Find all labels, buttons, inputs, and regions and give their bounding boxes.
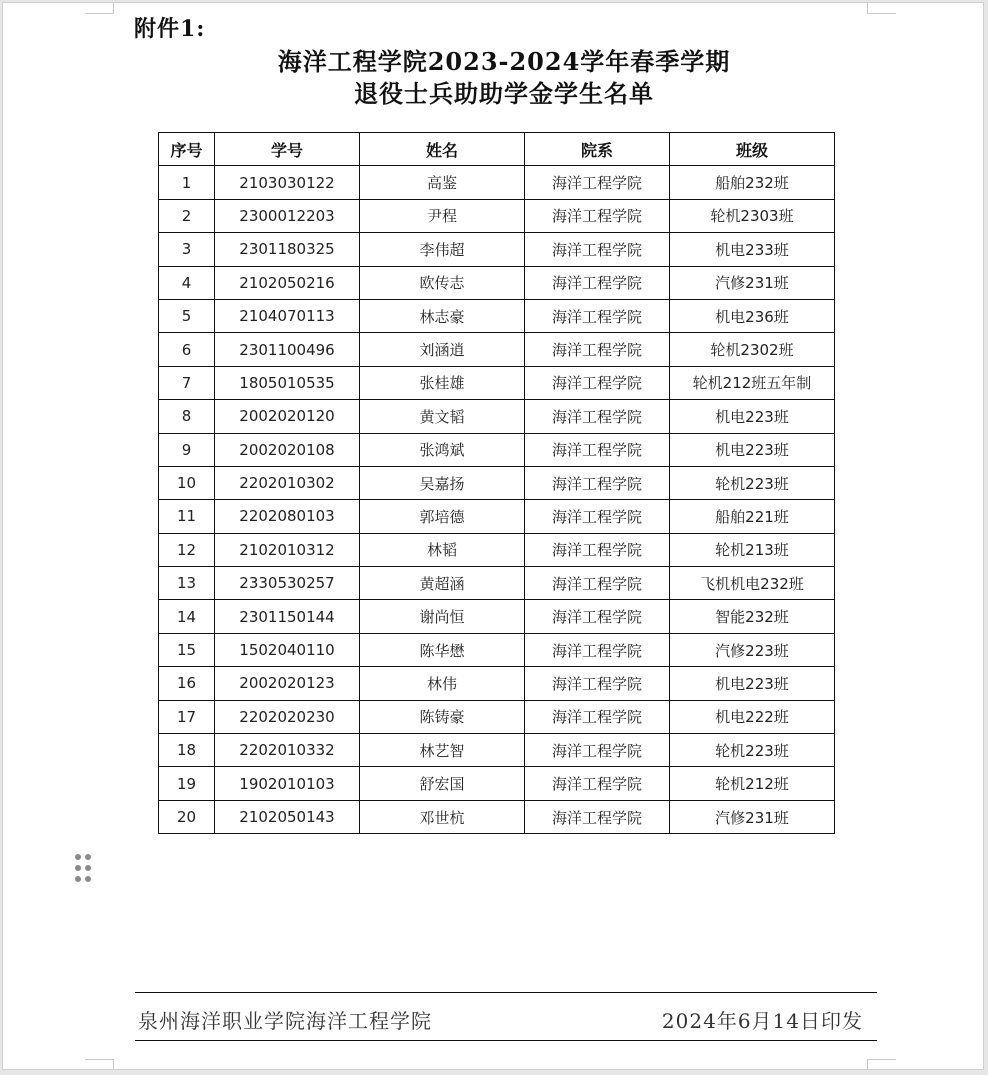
cell-student-id: 2301100496 [215,333,360,366]
cell-index: 18 [159,734,215,767]
cell-index: 15 [159,633,215,666]
cell-student-id: 2300012203 [215,199,360,232]
cell-name: 欧传志 [360,266,525,299]
crop-mark-top-right [867,3,896,14]
cell-class: 机电236班 [670,299,835,332]
table-row [159,800,835,833]
cell-class: 汽修231班 [670,800,835,833]
cell-department: 海洋工程学院 [525,366,670,399]
cell-name: 林艺智 [360,734,525,767]
cell-index: 13 [159,567,215,600]
cell-index: 7 [159,366,215,399]
cell-class: 轮机223班 [670,466,835,499]
table-row [159,533,835,566]
header-department: 院系 [525,133,670,166]
cell-student-id: 2104070113 [215,299,360,332]
cell-name: 李伟超 [360,233,525,266]
footer-rule-bottom [135,1040,877,1041]
cell-index: 10 [159,466,215,499]
table-row [159,233,835,266]
header-name: 姓名 [360,133,525,166]
cell-department: 海洋工程学院 [525,533,670,566]
cell-index: 11 [159,500,215,533]
cell-department: 海洋工程学院 [525,166,670,199]
cell-student-id: 2103030122 [215,166,360,199]
cell-class: 机电223班 [670,400,835,433]
cell-name: 陈铸豪 [360,700,525,733]
document-title-line2: 退役士兵助助学金学生名单 [354,79,654,108]
cell-student-id: 2102050143 [215,800,360,833]
cell-class: 机电233班 [670,233,835,266]
cell-department: 海洋工程学院 [525,700,670,733]
cell-name: 黄文韬 [360,400,525,433]
cell-class: 机电223班 [670,667,835,700]
table-row [159,633,835,666]
cell-student-id: 2202010332 [215,734,360,767]
cell-class: 飞机机电232班 [670,567,835,600]
cell-student-id: 2202010302 [215,466,360,499]
table-row [159,667,835,700]
table-row [159,734,835,767]
cell-student-id: 1502040110 [215,633,360,666]
cell-index: 8 [159,400,215,433]
table-row [159,567,835,600]
cell-index: 16 [159,667,215,700]
cell-department: 海洋工程学院 [525,800,670,833]
cell-class: 船舶221班 [670,500,835,533]
cell-department: 海洋工程学院 [525,667,670,700]
cell-department: 海洋工程学院 [525,333,670,366]
cell-index: 19 [159,767,215,800]
cell-name: 张桂雄 [360,366,525,399]
cell-class: 轮机213班 [670,533,835,566]
table-row [159,600,835,633]
cell-index: 20 [159,800,215,833]
cell-name: 尹程 [360,199,525,232]
cell-student-id: 2301150144 [215,600,360,633]
cell-index: 1 [159,166,215,199]
cell-class: 轮机2303班 [670,199,835,232]
table-row [159,700,835,733]
cell-index: 9 [159,433,215,466]
header-student-id: 学号 [215,133,360,166]
cell-department: 海洋工程学院 [525,299,670,332]
cell-student-id: 2202020230 [215,700,360,733]
cell-department: 海洋工程学院 [525,734,670,767]
table-row [159,767,835,800]
header-class: 班级 [670,133,835,166]
cell-student-id: 2102050216 [215,266,360,299]
cell-name: 张鸿斌 [360,433,525,466]
cell-department: 海洋工程学院 [525,466,670,499]
footer-rule-top [135,992,877,993]
header-index: 序号 [159,133,215,166]
footer-date: 2024年6月14日印发 [661,1009,863,1033]
table-header-row [159,133,835,166]
student-roster-table [158,132,835,834]
cell-department: 海洋工程学院 [525,199,670,232]
cell-name: 林志豪 [360,299,525,332]
table-body [159,166,835,834]
crop-mark-bottom-left [85,1059,114,1070]
cell-student-id: 2002020120 [215,400,360,433]
cell-student-id: 2202080103 [215,500,360,533]
cell-class: 轮机223班 [670,734,835,767]
cell-department: 海洋工程学院 [525,266,670,299]
cell-name: 吴嘉扬 [360,466,525,499]
cell-department: 海洋工程学院 [525,433,670,466]
cell-student-id: 2330530257 [215,567,360,600]
cell-department: 海洋工程学院 [525,767,670,800]
table-row [159,299,835,332]
cell-name: 林伟 [360,667,525,700]
cell-student-id: 2301180325 [215,233,360,266]
table-row [159,266,835,299]
crop-mark-bottom-right [867,1059,896,1070]
cell-name: 黄超涵 [360,567,525,600]
cell-name: 高鉴 [360,166,525,199]
cell-index: 2 [159,199,215,232]
cell-name: 刘涵逍 [360,333,525,366]
cell-index: 12 [159,533,215,566]
cell-department: 海洋工程学院 [525,400,670,433]
crop-mark-top-left [85,3,114,14]
cell-department: 海洋工程学院 [525,567,670,600]
cell-department: 海洋工程学院 [525,600,670,633]
cell-index: 5 [159,299,215,332]
table-row [159,400,835,433]
cell-name: 舒宏国 [360,767,525,800]
table-row [159,199,835,232]
cell-index: 3 [159,233,215,266]
table-row [159,433,835,466]
footer-issuer: 泉州海洋职业学院海洋工程学院 [138,1009,432,1033]
cell-department: 海洋工程学院 [525,233,670,266]
cell-name: 郭培德 [360,500,525,533]
cell-class: 机电222班 [670,700,835,733]
cell-student-id: 1805010535 [215,366,360,399]
cell-name: 林韬 [360,533,525,566]
cell-class: 智能232班 [670,600,835,633]
cell-index: 14 [159,600,215,633]
cell-class: 汽修223班 [670,633,835,666]
cell-class: 船舶232班 [670,166,835,199]
cell-student-id: 2102010312 [215,533,360,566]
cell-student-id: 2002020123 [215,667,360,700]
table-row [159,166,835,199]
cell-class: 轮机2302班 [670,333,835,366]
cell-name: 邓世杭 [360,800,525,833]
cell-index: 6 [159,333,215,366]
cell-student-id: 2002020108 [215,433,360,466]
document-title-line1: 海洋工程学院2023-2024学年春季学期 [277,47,731,76]
cell-department: 海洋工程学院 [525,500,670,533]
cell-name: 陈华懋 [360,633,525,666]
cell-name: 谢尚恒 [360,600,525,633]
cell-index: 4 [159,266,215,299]
cell-index: 17 [159,700,215,733]
table-row [159,500,835,533]
cell-class: 轮机212班 [670,767,835,800]
table-row [159,366,835,399]
drag-handle-icon[interactable] [74,854,94,884]
table-row [159,333,835,366]
cell-student-id: 1902010103 [215,767,360,800]
cell-class: 机电223班 [670,433,835,466]
cell-department: 海洋工程学院 [525,633,670,666]
attachment-label: 附件1: [134,16,206,42]
table-row [159,466,835,499]
cell-class: 汽修231班 [670,266,835,299]
cell-class: 轮机212班五年制 [670,366,835,399]
